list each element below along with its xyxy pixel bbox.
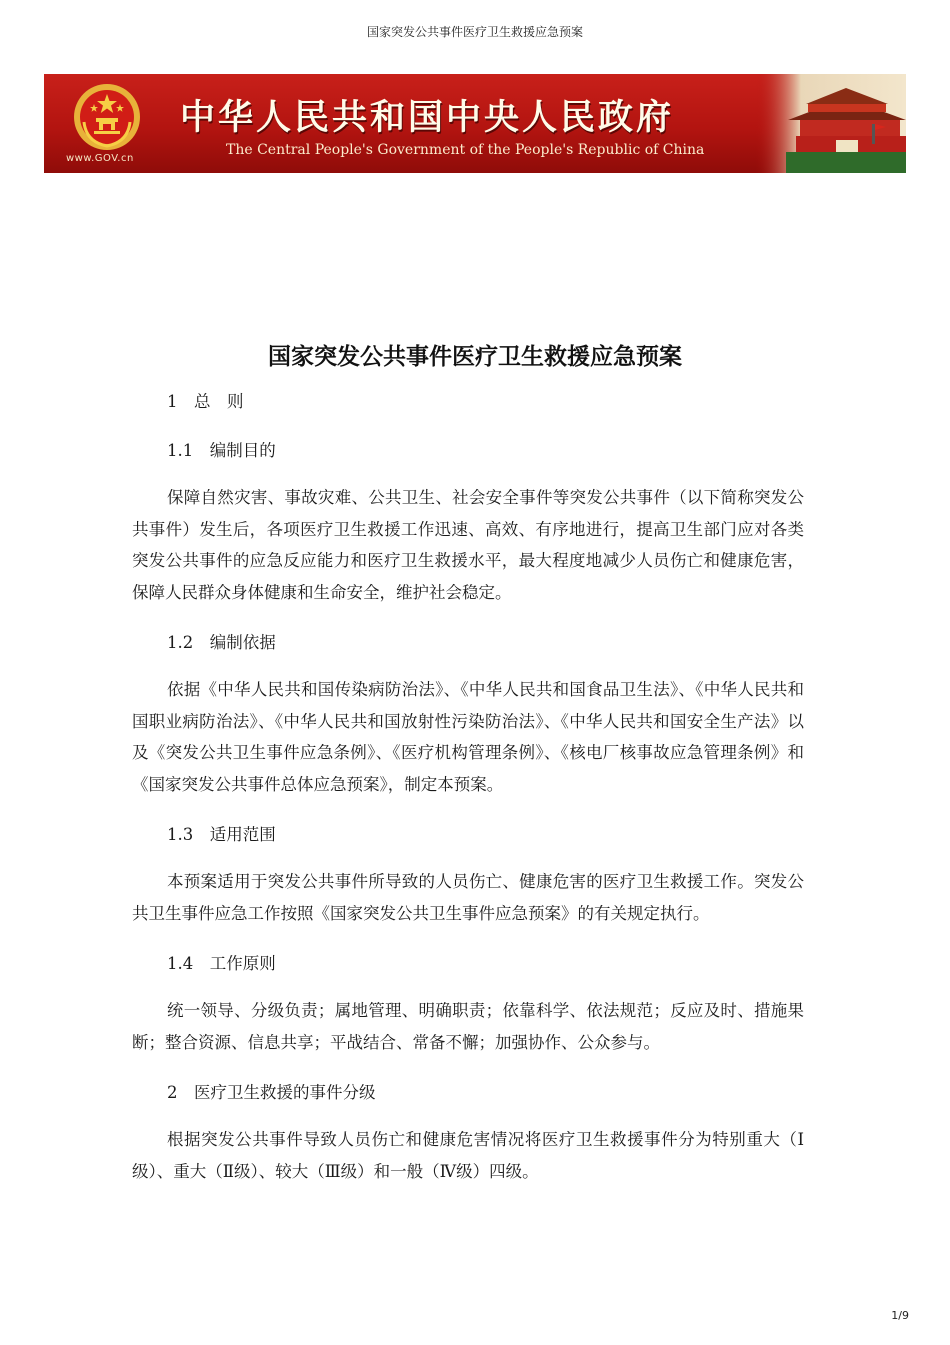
section-heading: 1.4 工作原则: [167, 954, 276, 973]
section-paragraph: 依据《中华人民共和国传染病防治法》、《中华人民共和国食品卫生法》、《中华人民共和国职业病防治法》、《中华人民共和国放射性污染防治法》、《中华人民共和国安全生产法》以及《突发公共卫生事件应急条例》、《医疗机构管理条例》、《核电厂核事故应急管理条例》和《国家突发公共事件总体应急预案》，制定本预案。: [132, 680, 804, 794]
section-heading: 1.3 适用范围: [167, 825, 276, 844]
section-paragraph: 本预案适用于突发公共事件所导致的人员伤亡、健康危害的医疗卫生救援工作。突发公共卫生事件应急工作按照《国家突发公共卫生事件应急预案》的有关规定执行。: [132, 872, 804, 923]
document-title: 国家突发公共事件医疗卫生救援应急预案: [268, 344, 682, 370]
section-heading: 1.1 编制目的: [167, 441, 276, 460]
section-paragraph: 根据突发公共事件导致人员伤亡和健康危害情况将医疗卫生救援事件分为特别重大（Ⅰ级）、重大（Ⅱ级）、较大（Ⅲ级）和一般（Ⅳ级）四级。: [132, 1130, 804, 1181]
national-emblem-icon: [72, 82, 142, 152]
section-heading: 1 总 则: [167, 392, 244, 411]
gov-banner: [44, 74, 906, 173]
tiananmen-gate-image: [756, 74, 906, 173]
section-paragraph: 保障自然灾害、事故灾难、公共卫生、社会安全事件等突发公共事件（以下简称突发公共事件）发生后，各项医疗卫生救援工作迅速、高效、有序地进行，提高卫生部门应对各类突发公共事件的应急反应能力和医疗卫生救援水平，最大程度地减少人员伤亡和健康危害，保障人民群众身体健康和生命安全，维护社会稳定。: [132, 488, 804, 602]
section-paragraph: 统一领导、分级负责；属地管理、明确职责；依靠科学、依法规范；反应及时、措施果断；整合资源、信息共享；平战结合、常备不懈；加强协作、公众参与。: [132, 1001, 804, 1052]
page-number: 1/9: [891, 1309, 909, 1322]
running-header: 国家突发公共事件医疗卫生救援应急预案: [366, 25, 583, 39]
document-body: [132, 384, 804, 1187]
site-url: www.GOV.cn: [66, 153, 134, 164]
banner-title-en: The Central People's Government of the People's Republic of China: [226, 142, 705, 158]
banner-title-cn: 中华人民共和国中央人民政府: [180, 98, 675, 138]
section-heading: 2 医疗卫生救援的事件分级: [167, 1083, 376, 1102]
section-heading: 1.2 编制依据: [167, 633, 276, 652]
